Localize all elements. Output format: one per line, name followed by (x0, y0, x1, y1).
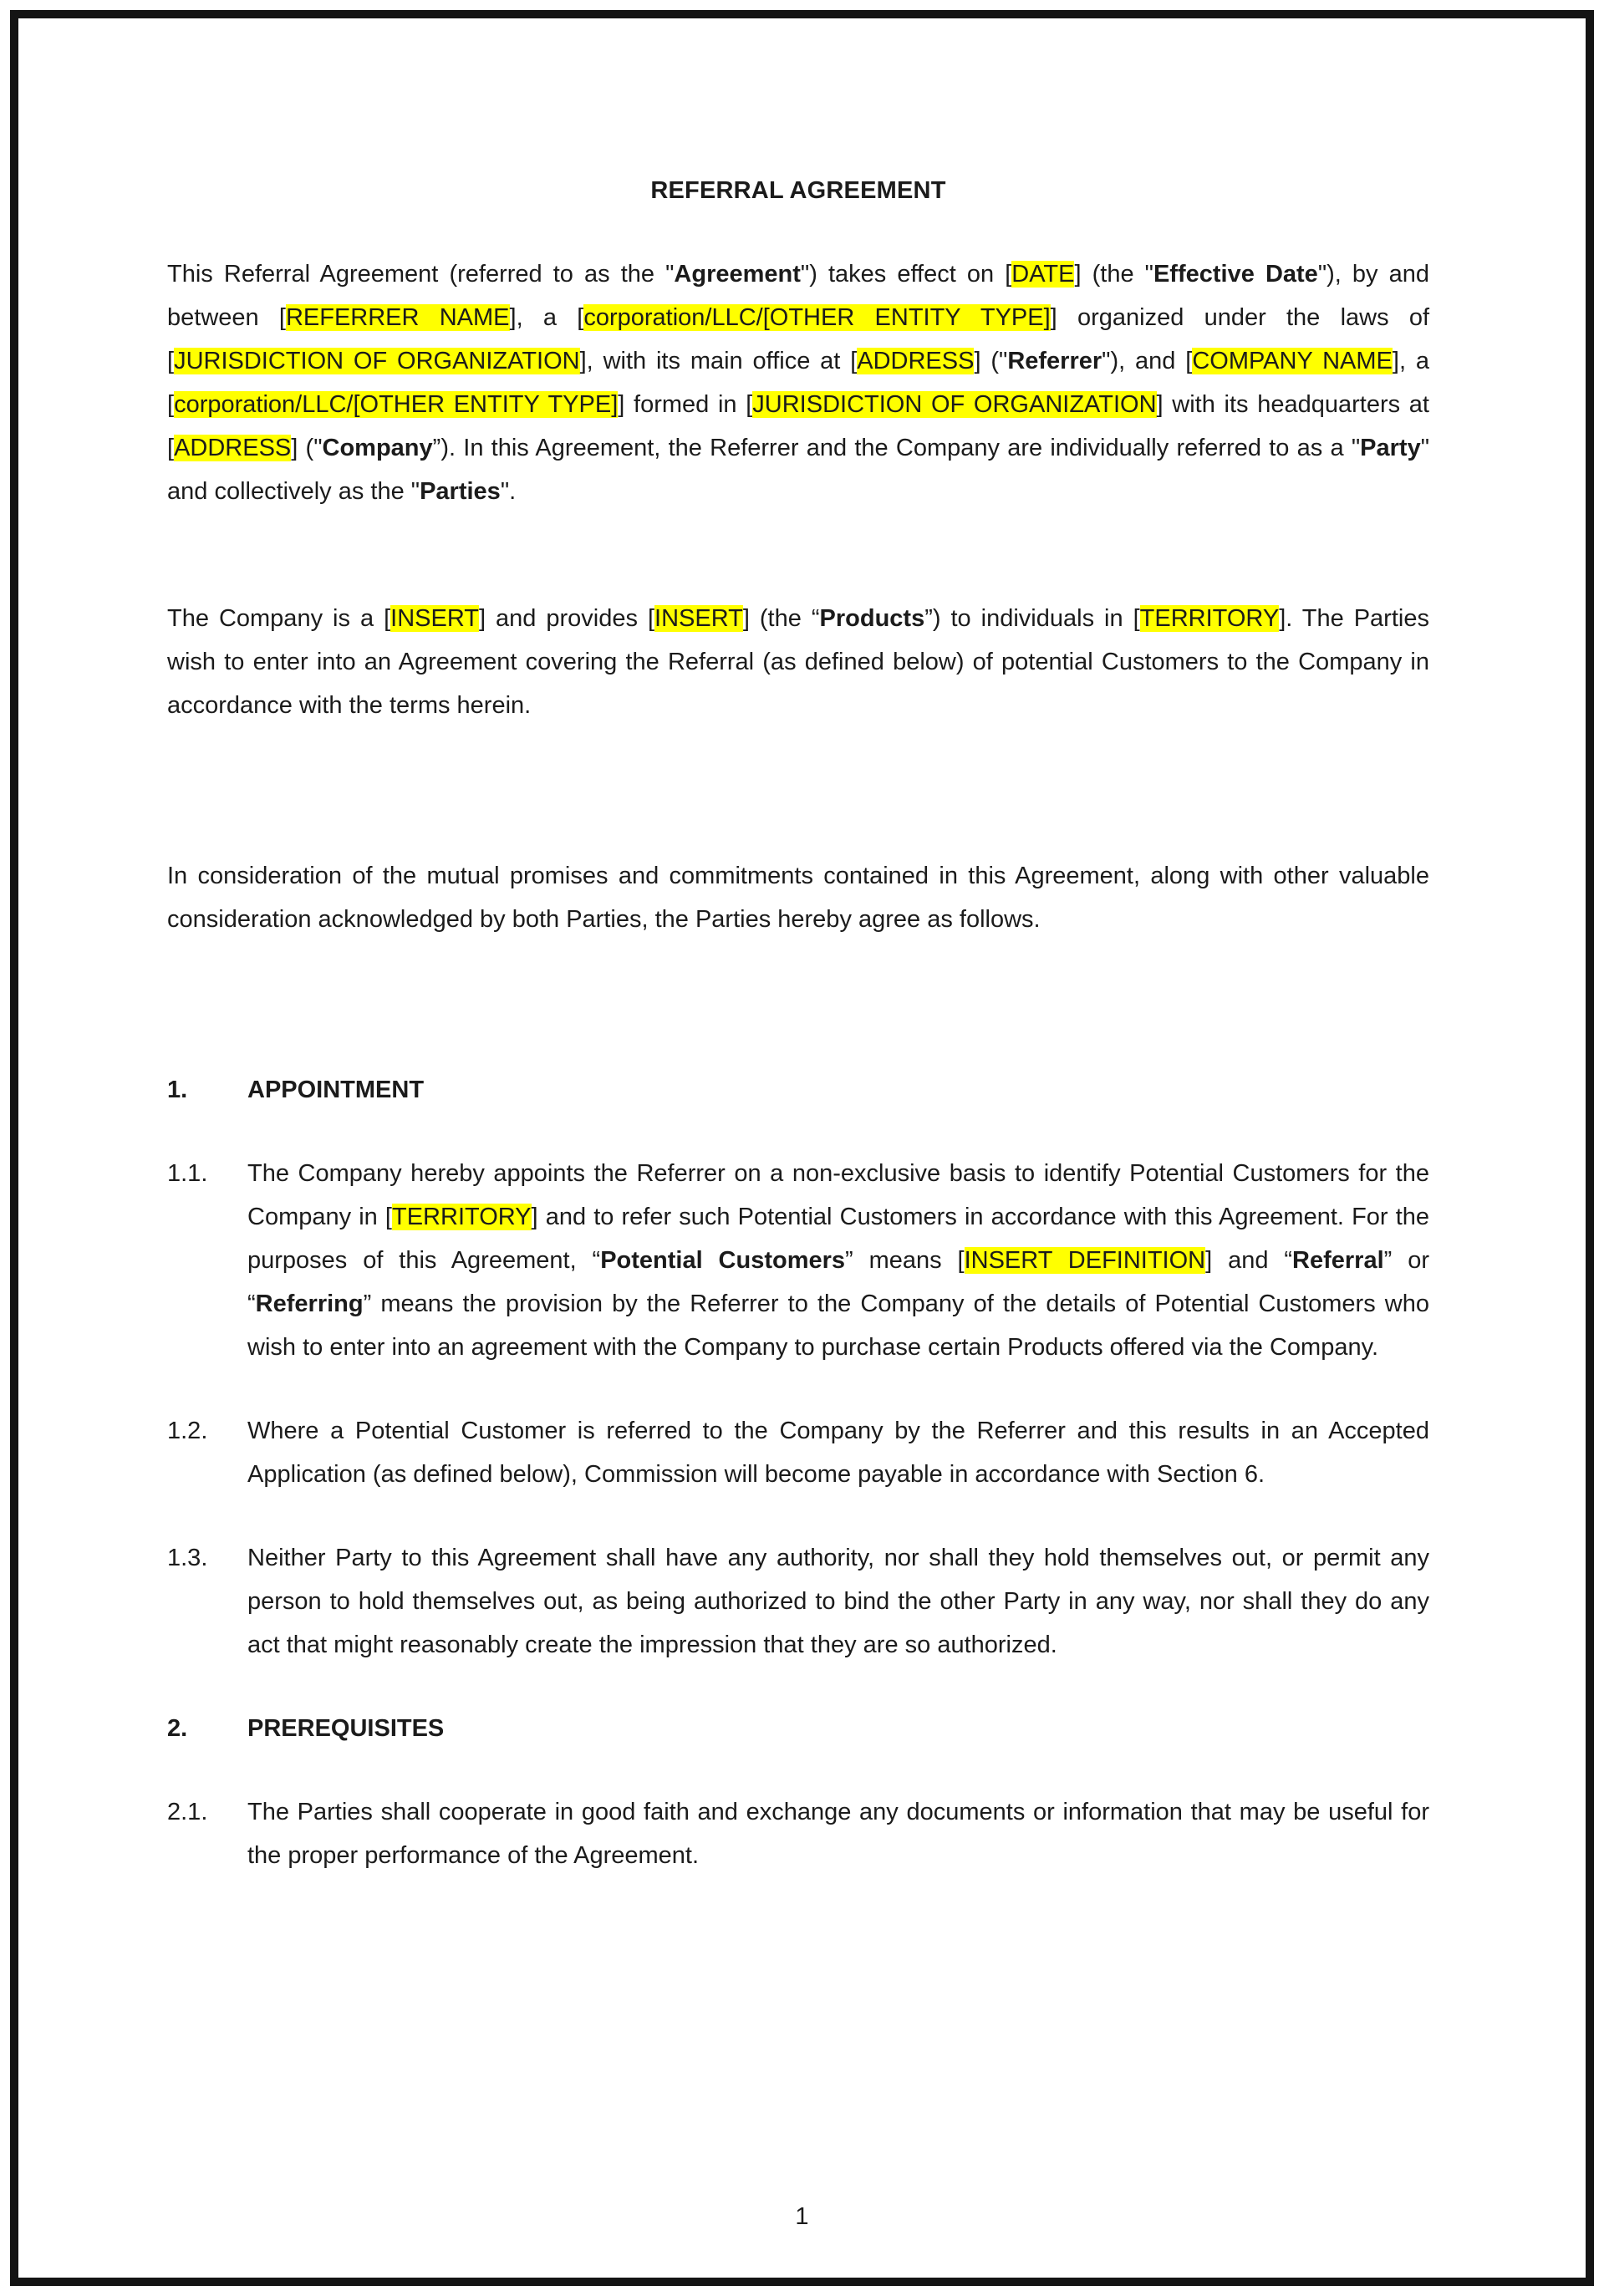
text-run: The Company hereby appoints the Referrer on a non-exclusive basis to identify Potential Customers for the Company in [ (247, 1160, 1429, 1230)
text-run: The Company is a [ (167, 605, 391, 632)
placeholder-field: ADDRESS (174, 435, 292, 461)
placeholder-field: DATE (1011, 261, 1075, 288)
clause-number: 1.3. (167, 1545, 208, 1571)
defined-term: Agreement (674, 261, 801, 288)
text-run: The Parties shall cooperate in good faith and exchange any documents or information that may be useful for the proper performance of the Agreement. (247, 1799, 1429, 1869)
text-run: " and collectively as the " (167, 435, 1429, 505)
placeholder-field: corporation/LLC/[OTHER ENTITY TYPE] (174, 391, 619, 418)
section-heading (167, 1707, 1429, 1750)
clause-text (247, 1790, 1429, 1877)
page-number: 1 (795, 2203, 809, 2230)
defined-term: Party (1360, 435, 1421, 461)
text-run: ”). In this Agreement, the Referrer and the Company are individually referred to as a " (432, 435, 1361, 461)
placeholder-field: JURISDICTION OF ORGANIZATION (174, 348, 580, 374)
numbered-clause (167, 1536, 1429, 1667)
text-run: ] and to refer such Potential Customers in accordance with this Agreement. For the purposes of this Agreement, “ (247, 1204, 1430, 1274)
text-run: ”) to individuals in [ (924, 605, 1140, 632)
numbered-clause (167, 1409, 1429, 1496)
placeholder-field: TERRITORY (392, 1204, 532, 1230)
section-number: 1. (167, 1077, 188, 1103)
text-run: ] (" (291, 435, 323, 461)
clause-text (247, 1536, 1429, 1667)
text-run: ] and provides [ (478, 605, 655, 632)
text-run: ] and “ (1205, 1247, 1293, 1274)
document-body (167, 252, 1429, 1877)
blank-line (167, 553, 1429, 597)
section-number: 2. (167, 1715, 188, 1742)
text-run: "), by and between [ (167, 261, 1430, 331)
text-run: ] (the " (1074, 261, 1153, 288)
placeholder-field: REFERRER NAME (285, 304, 510, 331)
document-content (167, 169, 1429, 1917)
section-heading (167, 1068, 1429, 1112)
defined-term: Potential Customers (600, 1247, 846, 1274)
text-run: ") takes effect on [ (800, 261, 1012, 288)
text-run: ” means [ (845, 1247, 965, 1274)
placeholder-field: JURISDICTION OF ORGANIZATION (752, 391, 1157, 418)
placeholder-field: INSERT (654, 605, 743, 632)
placeholder-field: corporation/LLC/[OTHER ENTITY TYPE] (583, 304, 1051, 331)
clause-text (247, 1152, 1429, 1369)
defined-term: Company (322, 435, 433, 461)
text-run: PREREQUISITES (247, 1715, 445, 1742)
text-run: ], a [ (509, 304, 584, 331)
text-run: APPOINTMENT (247, 1077, 425, 1103)
placeholder-field: ADDRESS (857, 348, 975, 374)
text-run: This Referral Agreement (referred to as the " (167, 261, 675, 288)
defined-term: Products (819, 605, 925, 632)
clause-number: 1.2. (167, 1418, 208, 1444)
placeholder-field: TERRITORY (1139, 605, 1280, 632)
text-run: ], a [ (167, 348, 1429, 418)
text-run: ] formed in [ (618, 391, 753, 418)
paragraph (167, 597, 1429, 727)
text-run: "), and [ (1102, 348, 1193, 374)
text-run: ]. The Parties wish to enter into an Agreement covering the Referral (as defined below) of potential Customers to the Company in accordance with the terms herein. (167, 605, 1429, 719)
paragraph (167, 854, 1429, 941)
placeholder-field: COMPANY NAME (1192, 348, 1393, 374)
section-heading-text (247, 1707, 1429, 1750)
defined-term: Referring (255, 1291, 364, 1317)
defined-term: Effective Date (1153, 261, 1318, 288)
defined-term: Parties (420, 478, 501, 505)
text-run: Neither Party to this Agreement shall have any authority, nor shall they hold themselves out, or permit any person to hold themselves out, as being authorized to bind the other Party in any way, nor shall they do any act that might reasonably create the impression that they are so authorized. (247, 1545, 1429, 1658)
text-run: ] (the “ (742, 605, 820, 632)
text-run: ] organized under the laws of [ (167, 304, 1430, 374)
numbered-clause (167, 1152, 1429, 1369)
text-run: Where a Potential Customer is referred to the Company by the Referrer and this results in an Accepted Application (as defined below), Commission will become payable in accordance with Section 6. (247, 1418, 1429, 1488)
document-title: REFERRAL AGREEMENT (650, 177, 946, 204)
clause-number: 1.1. (167, 1160, 208, 1187)
text-run: ". (500, 478, 517, 505)
clause-number: 2.1. (167, 1799, 208, 1825)
blank-line (167, 767, 1429, 854)
defined-term: Referrer (1007, 348, 1102, 374)
defined-term: Referral (1292, 1247, 1384, 1274)
numbered-clause (167, 1790, 1429, 1877)
text-run: ” means the provision by the Referrer to the Company of the details of Potential Customers who wish to enter into an agreement with the Company to purchase certain Products offered via the Company. (247, 1291, 1429, 1361)
text-run: ” or “ (247, 1247, 1429, 1317)
text-run: ], with its main office at [ (579, 348, 858, 374)
blank-line (167, 981, 1429, 1068)
clause-text (247, 1409, 1429, 1496)
placeholder-field: INSERT (390, 605, 479, 632)
section-heading-text (247, 1068, 1429, 1112)
text-run: ] (" (974, 348, 1008, 374)
paragraph (167, 252, 1429, 513)
text-run: ] with its headquarters at [ (167, 391, 1429, 461)
placeholder-field: INSERT DEFINITION (964, 1247, 1206, 1274)
text-run: In consideration of the mutual promises and commitments contained in this Agreement, along with other valuable consideration acknowledged by both Parties, the Parties hereby agree as follows. (167, 863, 1429, 933)
